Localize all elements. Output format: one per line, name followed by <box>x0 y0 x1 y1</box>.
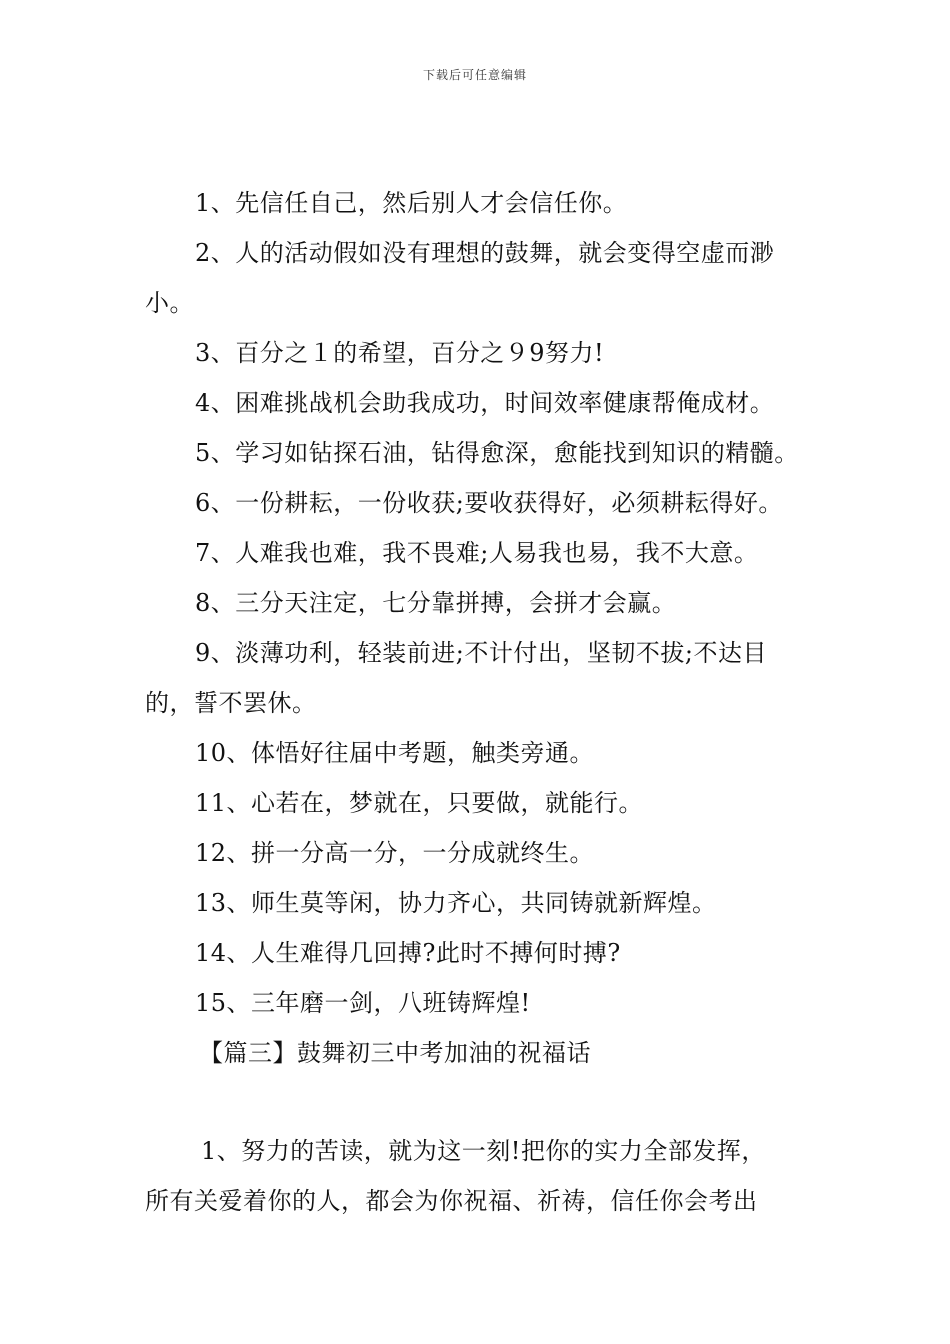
paragraph-line: 8、三分天注定，七分靠拼搏，会拼才会赢。 <box>195 589 677 617</box>
paragraph-line: 2、人的活动假如没有理想的鼓舞，就会变得空虚而渺 <box>195 239 775 267</box>
paragraph-line: 13、师生莫等闲，协力齐心，共同铸就新辉煌。 <box>195 889 717 917</box>
paragraph-line: 所有关爱着你的人，都会为你祝福、祈祷，信任你会考出 <box>145 1187 758 1215</box>
header-note: 下载后可任意编辑 <box>422 68 527 82</box>
paragraph-line: 12、拼一分高一分，一分成就终生。 <box>195 839 595 867</box>
paragraph-line: 的，誓不罢休。 <box>145 689 317 717</box>
paragraph-line: 10、体悟好往届中考题，触类旁通。 <box>195 739 595 767</box>
section-title: 【篇三】鼓舞初三中考加油的祝福话 <box>199 1039 591 1067</box>
document-body <box>145 178 810 1226</box>
paragraph-line: 9、淡薄功利，轻装前进;不计付出，坚韧不拔;不达目 <box>195 639 767 667</box>
section-spacer <box>145 1078 810 1126</box>
paragraph-line: 1、先信任自己，然后别人才会信任你。 <box>195 189 628 217</box>
paragraph-line: 5、学习如钻探石油，钻得愈深，愈能找到知识的精髓。 <box>195 439 799 467</box>
paragraph-line: 3、百分之１的希望，百分之９9努力! <box>195 339 605 367</box>
paragraph-line: 11、心若在，梦就在，只要做，就能行。 <box>195 789 644 817</box>
paragraph-line: 7、人难我也难，我不畏难;人易我也易，我不大意。 <box>195 539 759 567</box>
paragraph-line: 4、困难挑战机会助我成功，时间效率健康帮俺成材。 <box>195 389 775 417</box>
paragraph-line: 小。 <box>145 289 194 317</box>
paragraph-line: 1、努力的苦读，就为这一刻!把你的实力全部发挥， <box>201 1137 766 1165</box>
paragraph-line: 15、三年磨一剑，八班铸辉煌! <box>195 989 531 1017</box>
paragraph-line: 6、一份耕耘，一份收获;要收获得好，必须耕耘得好。 <box>195 489 783 517</box>
paragraph-line: 14、人生难得几回搏?此时不搏何时搏? <box>195 939 621 967</box>
